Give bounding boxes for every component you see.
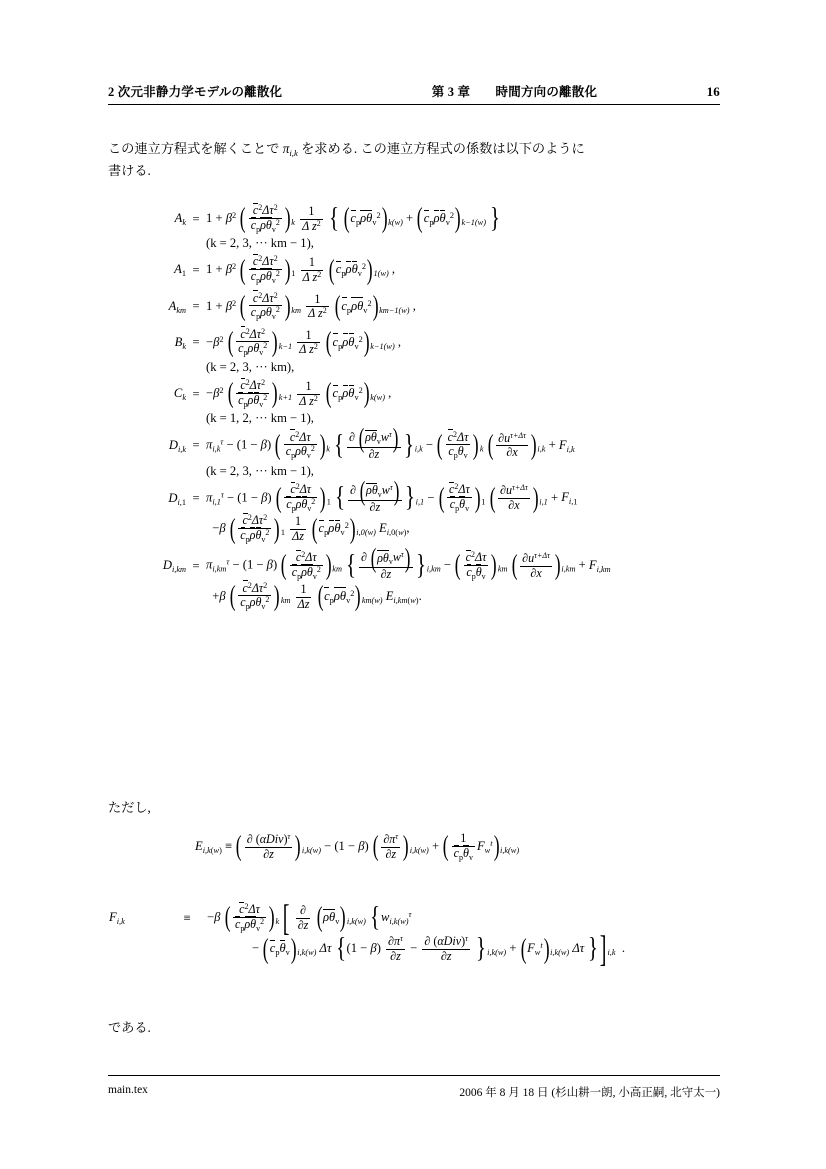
equation-rhs-Ck: $-\beta^2$ ( $\frac{c^2\Delta\tau^2}{c_p\rho\theta_v^2}$ )$_{k+1}$ $\frac{1}{\Delta z^2}$ $(c_p\rho\theta_v^2)_{k(w)}$ , <box>206 378 392 410</box>
equation-row-A1 <box>108 255 611 285</box>
equation-lhs-Ck: $C_k$ <box>173 386 186 403</box>
intro-paragraph: この連立方程式を解くことで $\pi_{i,k}$ を求める. この連立方程式の係数は以下のように 書ける. <box>108 141 585 179</box>
equation-rhs-Fik-cont: − $(c_p\theta_v)_{i,k(w)}$ Δτ {(1 − β) $\frac{\partial\pi^\tau}{\partial z}$ − $\frac{\partial (\alpha Div)^\tau}{\partial z}$ }$_{i,k(w)} + (F_w^t)_{i,k(w)}$ Δτ }]$_{i,k}$ . <box>252 927 626 969</box>
equation-rhs-Bk: $-\beta^2$ ( $\frac{c^2\Delta\tau^2}{c_p\rho\theta_v^2}$ )$_{k-1}$ $\frac{1}{\Delta z^2}$ $(c_p\rho\theta_v^2)_{k-1(w)}$ , <box>206 326 402 359</box>
equation-condition-Bk: (k = 2, 3, ··· km), <box>206 360 295 374</box>
equation-rhs-Di1: $\pi_{i,1}^\tau - (1 - \beta)$ ( $\frac{c^2\Delta\tau}{c_p\rho\theta_v^2}$ )$_1$ { $\frac{\partial (\rho\theta_vw^\tau)}{\partial z}$ }$_{i,1}$ − ( $\frac{c^2\Delta\tau}{c_p\theta_v}$ )$_1$ ( $\frac{\partial u^{\tau+\Delta\tau}}{\partial x}$ )$_{i,1} + F_{i,1}$ <box>206 475 578 514</box>
equation-rel-Dik: = <box>192 438 200 453</box>
header-chapter <box>282 82 706 100</box>
equation-lhs-Di1: $D_{i,1}$ <box>168 490 186 507</box>
equation-rhs-Fik: −β ( $\frac{c^2\Delta\tau}{c_p\rho\theta_v^2}$ )$_k$ [ $\frac{\partial}{\partial z}$ $(\rho\theta_v)_{i,k(w)}$ {$w_{i,k(w)}^\tau$ <box>207 896 412 938</box>
equation-table <box>108 204 611 612</box>
equation-rhs-Dikm-cont: +β ( $\frac{c^2\Delta\tau^2}{c_p\rho\theta_v^2}$ )$_{km}$ $\frac{1}{\Delta z}$ $(c_p\rho\theta_v^2)_{km(w)}$ $E_{i,km(w)}$. <box>206 580 422 613</box>
equation-rhs-A1: $1 + \beta^2$ ( $\frac{c^2\Delta\tau^2}{c_p\rho\theta_v^2}$ )$_1$ $\frac{1}{\Delta z^2}$ $(c_p\rho\theta_v^2)_{1(w)}$ , <box>206 254 396 286</box>
equation-condition-Ak: (k = 2, 3, ··· km − 1), <box>206 236 314 251</box>
header-document-title: 2 次元非静力学モデルの離散化 <box>108 85 283 99</box>
equation-rhs-Dik: $\pi_{i,k}^\tau - (1 - \beta)$ ( $\frac{c^2\Delta\tau}{c_p\rho\theta_v^2}$ )$_k$ { $\frac{\partial (\rho\theta_vw^\tau)}{\partial z}$ }$_{i,k}$ − ( $\frac{c^2\Delta\tau}{c_p\theta_v}$ )$_k$ ( $\frac{\partial u^{\tau+\Delta\tau}}{\partial x}$ )$_{i,k} + F_{i,k}$ <box>206 423 575 462</box>
header-divider <box>108 104 720 105</box>
dearu-paragraph: である. <box>108 1020 151 1035</box>
equation-condition-row-Ak <box>108 234 611 255</box>
equation-rel-Bk: = <box>192 335 200 350</box>
equation-row-Dikm <box>108 550 611 581</box>
equation-F <box>108 896 728 969</box>
footer-date-authors: 2006 年 8 月 18 日 (杉山耕一朗, 小高正嗣, 北守太一) <box>459 1087 720 1099</box>
equation-lhs-Ak: $A_k$ <box>174 211 186 228</box>
equation-rel-Akm: = <box>192 299 200 314</box>
page-footer <box>108 1084 720 1100</box>
equation-row-Ck <box>108 379 611 409</box>
equation-block-coefficients <box>108 204 720 612</box>
equation-F-table <box>108 896 626 969</box>
equation-row-Fik-cont <box>108 934 626 964</box>
equation-rel-Fik: ≡ <box>183 910 191 925</box>
footer-divider <box>108 1075 720 1076</box>
equation-row-Fik <box>108 902 626 934</box>
equation-rel-A1: = <box>192 262 200 277</box>
equation-lhs-Fik: $F_{i,k}$ <box>109 910 125 927</box>
equation-row-Dikm-cont <box>108 582 611 612</box>
equation-rel-Dikm: = <box>192 558 200 573</box>
equation-rel-Ak: = <box>192 211 200 226</box>
footer-file-name: main.tex <box>108 1084 148 1096</box>
equation-E: $E_{i,k(w)}$ ≡ ( $\frac{\partial (\alpha Div)^\tau}{\partial z}$ )$_{i,k(w)} - (1 - \beta)$ ( $\frac{\partial\pi^\tau}{\partial z}$ )$_{i,k(w)}$ + ( $\frac{1}{c_p\theta_v}$ $F_w^t)_{i,k(w)}$ <box>195 831 520 863</box>
equation-rhs-Ak: $1 + \beta^2$ ( $\frac{c^2\Delta\tau^2}{c_p\rho\theta_v^2}$ )$_k$ $\frac{1}{\Delta z^2}$ { $(c_p\rho\theta_v^2)_{k(w)} + (c_p\rho\theta_v^2)_{k-1(w)}$ } <box>206 202 501 235</box>
equation-row-Akm <box>108 292 611 322</box>
equation-rel-Ck: = <box>192 386 200 401</box>
equation-lhs-A1: $A_1$ <box>174 262 186 279</box>
equation-row-Di1 <box>108 483 611 514</box>
equation-rhs-Dikm: $\pi_{i,km}^\tau - (1 - \beta)$ ( $\frac{c^2\Delta\tau}{c_p\rho\theta_v^2}$ )$_{km}$ { $\frac{\partial (\rho\theta_vw^\tau)}{\partial z}$ }$_{i,km}$ − ( $\frac{c^2\Delta\tau}{c_p\theta_v}$ )$_{km}$ ( $\frac{\partial u^{\tau+\Delta\tau}}{\partial x}$ )$_{i,km} + F_{i,km}$ <box>206 543 611 582</box>
header-section-title: 時間方向の離散化 <box>495 85 598 99</box>
equation-rhs-Akm: $1 + \beta^2$ ( $\frac{c^2\Delta\tau^2}{c_p\rho\theta_v^2}$ )$_{km}$ $\frac{1}{\Delta z^2}$ $(c_p\rho\theta_v^2)_{km-1(w)}$ , <box>206 290 416 322</box>
equation-condition-Dik: (k = 2, 3, ··· km − 1), <box>206 463 314 478</box>
tadashi-paragraph: ただし, <box>108 800 151 815</box>
equation-condition-row-Bk <box>108 358 611 379</box>
equation-lhs-Bk: $B_k$ <box>174 334 186 351</box>
equation-row-Di1-cont <box>108 514 611 544</box>
equation-rhs-Di1-cont: −β ( $\frac{c^2\Delta\tau^2}{c_p\rho\theta_v^2}$ )$_1$ $\frac{1}{\Delta z}$ $(c_p\rho\theta_v^2)_{i,0(w)}$ $E_{i,0(w)}$, <box>206 513 410 545</box>
equation-lhs-Dikm: $D_{i,km}$ <box>162 558 186 575</box>
equation-row-Dik <box>108 430 611 461</box>
header-chapter-label: 第 3 章 <box>431 85 471 99</box>
page-header <box>108 82 720 100</box>
equation-row-Ak <box>108 204 611 234</box>
header-page-number: 16 <box>706 84 720 99</box>
equation-lhs-Dik: $D_{i,k}$ <box>168 438 186 454</box>
equation-row-Bk <box>108 328 611 358</box>
equation-rel-Di1: = <box>192 490 200 505</box>
equation-condition-Ck: (k = 1, 2, ··· km − 1), <box>206 411 314 426</box>
equation-lhs-Akm: $A_{km}$ <box>168 298 186 315</box>
